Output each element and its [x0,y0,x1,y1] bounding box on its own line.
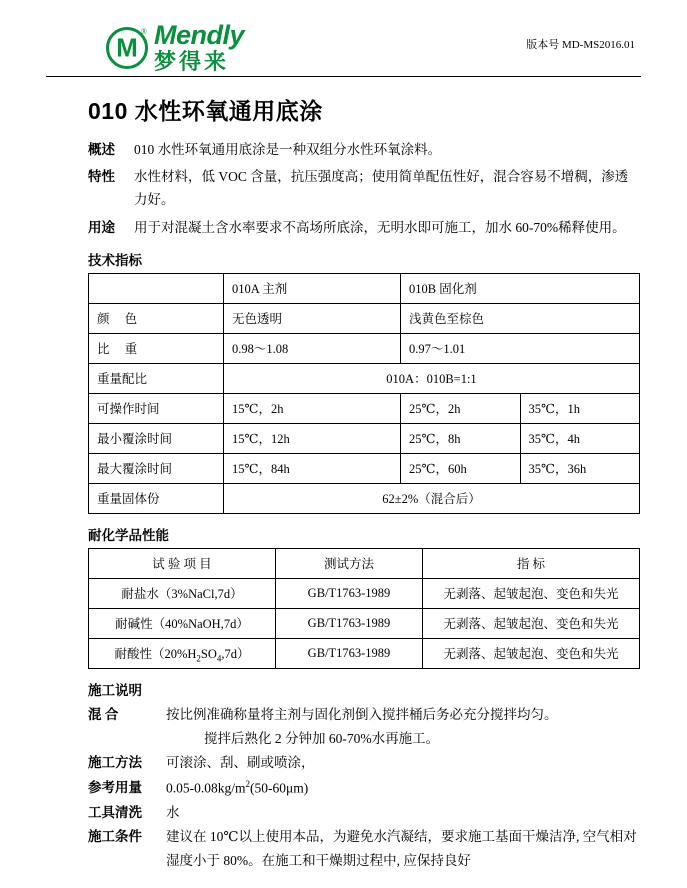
chemical-resistance-table [88,548,640,669]
table-header-row [89,273,640,303]
chem-spec-saltwater: 无剥落、起皱起泡、变色和失光 [423,578,640,608]
table-row [89,363,640,393]
tech-value-min-recoat-35: 35℃，4h [520,423,640,453]
tech-value-max-recoat-25: 25℃，60h [401,453,521,483]
tech-header-part-a: 010A 主剂 [224,273,401,303]
construction-text-mixing-2: 搅拌后熟化 2 分钟加 60-70%水再施工。 [204,731,440,747]
tech-value-color-b: 浅黄色至棕色 [401,303,640,333]
table-row [89,393,640,423]
tech-value-density-a: 0.98～1.08 [224,333,401,363]
tech-value-max-recoat-35: 35℃，36h [520,453,640,483]
construction-row-cleaning [88,801,641,825]
page-title: 010 水性环氧通用底涂 [88,98,323,124]
logo-text [154,22,244,73]
chem-item-acid: 耐酸性$(20\%H_2SO_4,7d)$ [89,638,276,668]
construction-text-consumption: $0.05-0.08kg/m^2(50-60\mu m)$ [166,778,309,796]
chem-method-saltwater: GB/T1763-1989 [276,578,423,608]
construction-label-method: 施工方法 [88,755,142,771]
header-divider [46,76,641,77]
logo-mark-icon [106,27,148,69]
company-logo [106,22,244,73]
table-row [89,578,640,608]
chem-method-acid: GB/T1763-1989 [276,638,423,668]
construction-row-consumption [88,776,641,801]
tech-value-ratio: 010A：010B=1:1 [224,363,640,393]
table-row [89,483,640,513]
chem-header-item: 试 验 项 目 [89,548,276,578]
intro-row-overview [88,138,641,161]
tech-value-min-recoat-15: 15℃，12h [224,423,401,453]
construction-label-consumption: 参考用量 [88,779,142,795]
table-row [89,608,640,638]
technical-spec-table [88,273,640,514]
construction-label-conditions: 施工条件 [88,828,142,844]
tech-value-min-recoat-25: 25℃，8h [401,423,521,453]
chem-item-alkali: 耐碱性（40%NaOH,7d） [89,608,276,638]
section-heading-chemical: 耐化学品性能 [88,527,169,543]
intro-text-features: 水性材料，低 VOC 含量，抗压强度高；使用简单配伍性好，混合容易不增稠，渗透力好。 [134,169,629,208]
table-row [89,638,640,668]
construction-label-mixing: 混 合 [88,706,119,722]
table-row [89,303,640,333]
chem-spec-acid: 无剥落、起皱起泡、变色和失光 [423,638,640,668]
document-header [46,0,641,72]
chem-item-saltwater: 耐盐水（3%NaCl,7d） [89,578,276,608]
tech-header-part-b: 010B 固化剂 [401,273,640,303]
intro-label-usage: 用途 [88,219,115,235]
tech-row-label-ratio: 重量配比 [89,363,224,393]
chem-method-alkali: GB/T1763-1989 [276,608,423,638]
table-header-row [89,548,640,578]
construction-text-cleaning: 水 [166,804,180,820]
intro-text-overview: 010 水性环氧通用底涂是一种双组分水性环氧涂料。 [134,142,442,157]
tech-value-max-recoat-15: 15℃，84h [224,453,401,483]
construction-label-cleaning: 工具清洗 [88,804,142,820]
tech-row-label-solids: 重量固体份 [89,483,224,513]
construction-text-conditions: 建议在 10℃以上使用本品，为避免水汽凝结，要求施工基面干燥洁净, 空气相对湿度小于 80%。在施工和干燥期过程中, 应保持良好 [166,828,637,869]
construction-row-mixing [88,703,641,727]
logo-brand-en: Mendly [154,20,245,50]
chem-header-spec: 指 标 [423,548,640,578]
table-row [89,423,640,453]
logo-brand-cn: 梦得来 [154,49,230,74]
tech-row-label-pot-life: 可操作时间 [89,393,224,423]
section-heading-technical: 技术指标 [88,252,142,268]
table-row [89,333,640,363]
construction-text-method: 可滚涂、刮、刷或喷涂， [166,755,315,771]
tech-value-color-a: 无色透明 [224,303,401,333]
tech-row-label-max-recoat: 最大覆涂时间 [89,453,224,483]
intro-row-usage [88,216,641,239]
chem-header-method: 测试方法 [276,548,423,578]
registered-trademark-icon: M ® [140,26,147,36]
intro-label-features: 特性 [88,169,115,185]
construction-row-conditions [88,825,641,874]
chem-spec-alkali: 无剥落、起皱起泡、变色和失光 [423,608,640,638]
tech-row-label-color: 颜 色 [89,303,224,333]
tech-row-label-min-recoat: 最小覆涂时间 [89,423,224,453]
construction-text-mixing: 按比例准确称量将主剂与固化剂倒入搅拌桶后务必充分搅拌均匀。 [166,706,558,722]
intro-text-usage: 用于对混凝土含水率要求不高场所底涂，无明水即可施工，加水 60-70%稀释使用。 [134,219,626,235]
tech-header-blank [89,273,224,303]
tech-value-density-b: 0.97～1.01 [401,333,640,363]
tech-value-solids: 62±2%（混合后） [224,483,640,513]
intro-row-features [88,165,641,211]
tech-value-pot-life-15: 15℃，2h [224,393,401,423]
section-heading-construction: 施工说明 [88,682,142,698]
intro-label-overview: 概述 [88,142,115,157]
tech-row-label-density: 比 重 [89,333,224,363]
version-number: 版本号 MD-MS2016.01 [526,39,635,51]
tech-value-pot-life-35: 35℃，1h [520,393,640,423]
table-row [89,453,640,483]
tech-value-pot-life-25: 25℃，2h [401,393,521,423]
construction-row-method [88,751,641,775]
